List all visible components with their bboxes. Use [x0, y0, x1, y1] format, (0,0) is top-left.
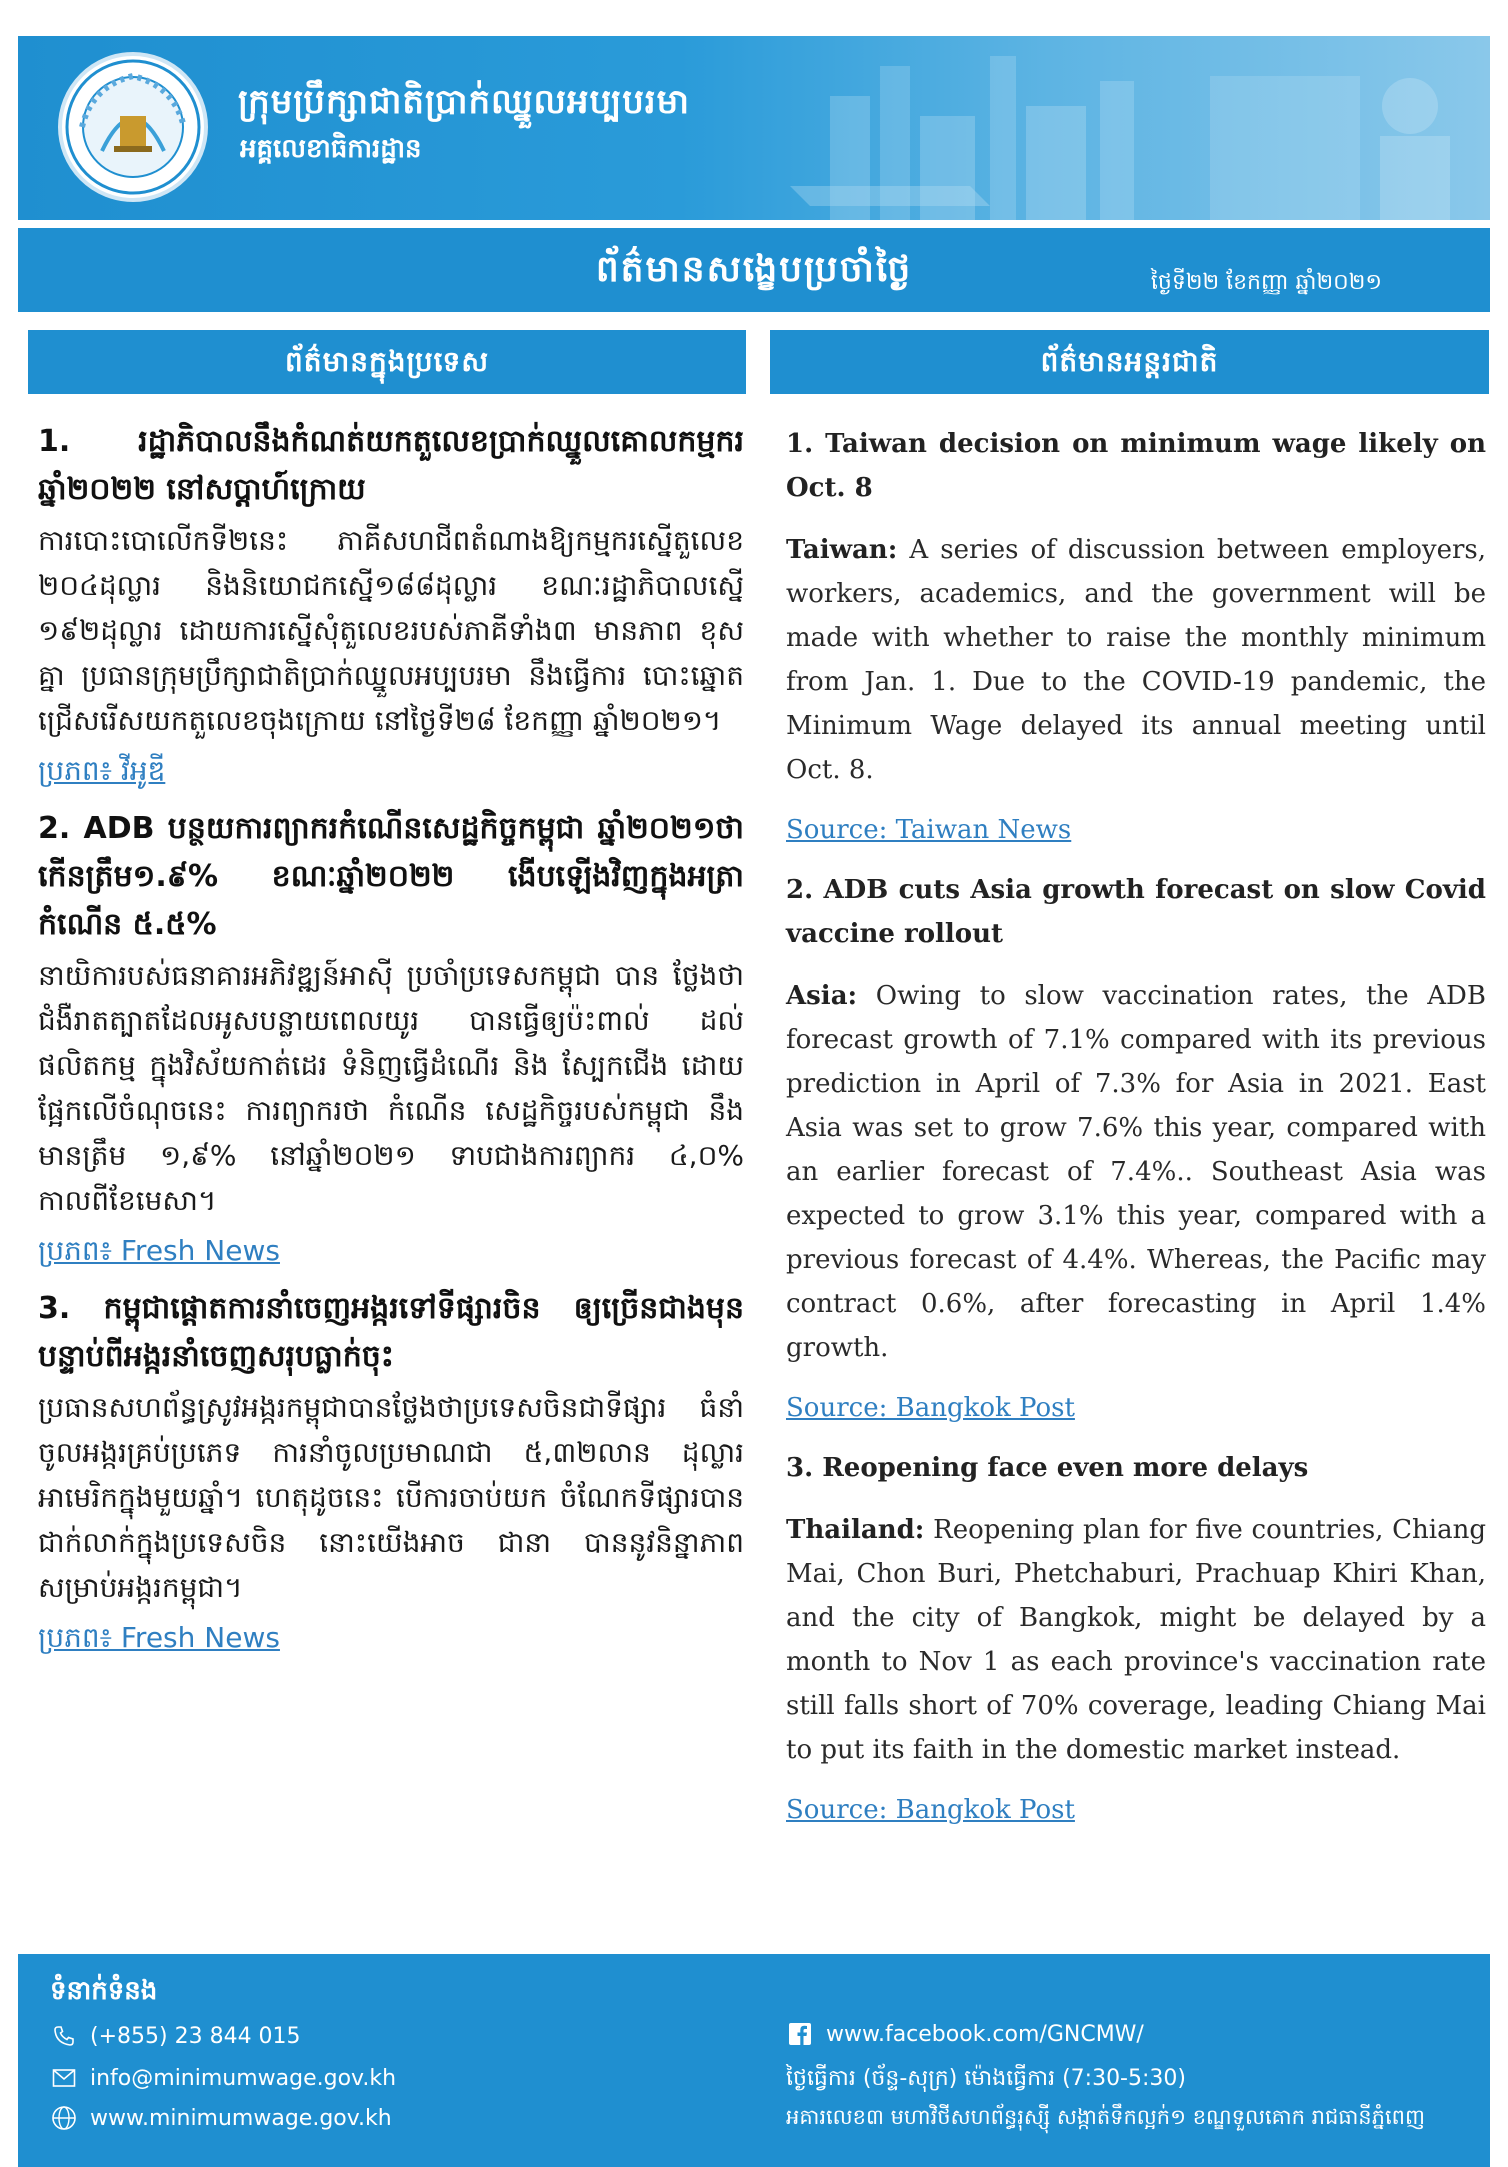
news-title: 1. រដ្ឋាភិបាលនឹងកំណត់យកតួលេខប្រាក់ឈ្នួលគោលកម្មករ ឆ្នាំ២០២២ នៅសប្តាហ៍ក្រោយ: [38, 424, 744, 507]
news-body: ប្រធានសហព័ន្ធស្រូវអង្ករកម្ពុជាបានថ្លែងថាប្រទេសចិនជាទីផ្សារ ធំនាំចូលអង្ករគ្រប់ប្រភេទ ការនាំចូលប្រមាណជា ៥,៣២លាន ដុល្លារអាមេរិកក្នុងមួយឆ្នាំ។ ហេតុដូចនេះ បើការចាប់យក ចំណែកទីផ្សារបានជាក់លាក់ក្នុងប្រទេសចិន នោះយើងអាច ជានា បាននូវនិន្នាភាពសម្រាប់អង្ករកម្ពុជា។: [38, 1391, 744, 1604]
news-title: 1. Taiwan decision on minimum wage likely on Oct. 8: [786, 429, 1486, 503]
phone-icon: [50, 2022, 78, 2050]
domestic-news-item: [38, 805, 744, 1277]
news-lead: Asia:: [786, 981, 858, 1011]
news-title: 3. កម្ពុជាផ្តោតការនាំចេញអង្ករទៅទីផ្សារចិន ឲ្យច្រើនជាងមុន បន្ទាប់ពីអង្ករនាំចេញសរុបធ្លាក់ចុះ: [38, 1291, 744, 1374]
facebook-contact[interactable]: [786, 2020, 1144, 2048]
footer: [18, 1954, 1490, 2167]
website-url: www.minimumwage.gov.kh: [90, 2105, 392, 2131]
news-text: Reopening plan for five countries, Chiang Mai, Chon Buri, Phetchaburi, Prachuap Khiri Khan, and the city of Bangkok, might be delayed by a month to Nov 1 as each province's vaccination rate still falls short of 70% coverage, leading Chiang Mai to put its faith in the domestic market instead.: [786, 1515, 1487, 1765]
news-title: 3. Reopening face even more delays: [786, 1453, 1309, 1483]
header-banner: [18, 36, 1490, 220]
phone-contact[interactable]: [50, 2022, 301, 2050]
international-news-column: [786, 422, 1486, 1848]
page-title: ព័ត៌មានសង្ខេបប្រចាំថ្ងៃ: [595, 248, 913, 290]
news-lead: Taiwan:: [786, 535, 898, 565]
news-body: ការបោះបោលើកទី២នេះ ភាគីសហជីពតំណាងឱ្យកម្មករស្នើតួលេខ ២០៤ដុល្លារ និងនិយោជកស្នើ១៨៨ដុល្លារ ខណៈរដ្ឋាភិបាលស្នើ ១៩២ដុល្លារ ដោយការស្នើសុំតួលេខរបស់ភាគីទាំង៣ មានភាព ខុសគ្នា ប្រធានក្រុមប្រឹក្សាជាតិប្រាក់ឈ្នួលអប្បបរមា នឹងធ្វើការ បោះឆ្នោតជ្រើសរើសយកតួលេខចុងក្រោយ នៅថ្ងៃទី២៨ ខែកញ្ញា ឆ្នាំ២០២១។: [38, 524, 744, 737]
facebook-icon: [786, 2020, 814, 2048]
news-lead: Thailand:: [786, 1515, 925, 1545]
globe-icon: [50, 2104, 78, 2132]
international-news-item: [786, 422, 1486, 868]
office-address: អគារលេខ៣ មហាវិថីសហព័ន្ធរុស្ស៊ី សង្កាត់ទឹកល្អក់១ ខណ្ឌទួលគោក រាជធានីភ្នំពេញ: [786, 2105, 1425, 2129]
domestic-news-header: ព័ត៌មានក្នុងប្រទេស: [28, 330, 746, 394]
working-hours: ថ្ងៃធ្វើការ (ច័ន្ទ-សុក្រ) ម៉ោងធ្វើការ (7:30-5:30): [786, 2066, 1186, 2091]
news-body: [786, 974, 1486, 1370]
contact-title: ទំនាក់ទំនង: [50, 1976, 158, 2006]
phone-number: (+855) 23 844 015: [90, 2023, 301, 2049]
issue-date: ថ្ងៃទី២២ ខែកញ្ញា ឆ្នាំ២០២១: [1150, 270, 1382, 295]
organization-subtitle: អគ្គលេខាធិការដ្ឋាន: [240, 134, 422, 164]
council-emblem-icon: [58, 52, 208, 202]
news-body: [786, 528, 1486, 792]
news-source-link[interactable]: Source: Bangkok Post: [786, 1393, 1075, 1423]
news-source-link[interactable]: Source: Taiwan News: [786, 815, 1072, 845]
news-text: A series of discussion between employers, workers, academics, and the government will be made with whether to raise the monthly minimum from Jan. 1. Due to the COVID-19 pandemic, the Minimum Wage delayed its annual meeting until Oct. 8.: [786, 535, 1487, 785]
international-news-item: [786, 1446, 1486, 1848]
organization-name: ក្រុមប្រឹក្សាជាតិប្រាក់ឈ្នួលអប្បបរមា: [238, 82, 690, 122]
news-source-link[interactable]: Source: Bangkok Post: [786, 1795, 1075, 1825]
domestic-news-item: [38, 418, 744, 797]
news-source-link[interactable]: ប្រភព៖ Fresh News: [38, 1621, 280, 1654]
email-icon: [50, 2064, 78, 2092]
website-contact[interactable]: [50, 2104, 392, 2132]
title-bar: [18, 228, 1490, 312]
news-source-link[interactable]: ប្រភព៖ វីអូឌី: [38, 754, 166, 787]
news-body: នាយិការបស់ធនាគារអភិវឌ្ឍន៍អាស៊ី ប្រចាំប្រទេសកម្ពុជា បាន ថ្លែងថា ជំងឺរាតត្បាតដែលអូសបន្លាយពេលយូរ បានធ្វើឲ្យប៉ះពាល់ ដល់ផលិតកម្ម ក្នុងវិស័យកាត់ដេរ ទំនិញធ្វើដំណើរ និង ស្បែកជើង ដោយផ្អែកលើចំណុចនេះ ការព្យាករថា កំណើន សេដ្ឋកិច្ចរបស់កម្ពុជា នឹងមានត្រឹម ១,៩% នៅឆ្នាំ២០២១ ទាបជាងការព្យាករ ៤,០% កាលពីខែមេសា។: [38, 959, 744, 1217]
international-news-item: [786, 868, 1486, 1446]
international-news-header: ព័ត៌មានអន្តរជាតិ: [770, 330, 1489, 394]
email-contact[interactable]: [50, 2064, 396, 2092]
news-source-link[interactable]: ប្រភព៖ Fresh News: [38, 1234, 280, 1267]
news-text: Owing to slow vaccination rates, the ADB forecast growth of 7.1% compared with its previous prediction in April of 7.3% for Asia in 2021. East Asia was set to grow 7.6% this year, compared with an earlier forecast of 7.4%.. Southeast Asia was expected to grow 3.1% this year, compared with a previous forecast of 4.4%. Whereas, the Pacific may contract 0.6%, after forecasting in April 1.4% growth.: [786, 981, 1487, 1363]
domestic-news-column: [38, 418, 744, 1672]
news-title: 2. ADB cuts Asia growth forecast on slow Covid vaccine rollout: [786, 875, 1486, 949]
news-title: 2. ADB បន្ថយការព្យាករកំណើនសេដ្ឋកិច្ចកម្ពុជា ឆ្នាំ២០២១ថា កើនត្រឹម១.៩% ខណៈឆ្នាំ២០២២ ងើបឡើងវិញក្នុងអត្រា កំណើន ៥.៥%: [38, 811, 744, 942]
facebook-url: www.facebook.com/GNCMW/: [826, 2021, 1144, 2047]
news-body: [786, 1508, 1486, 1772]
domestic-news-item: [38, 1285, 744, 1664]
email-address: info@minimumwage.gov.kh: [90, 2065, 397, 2091]
city-port-illustration: [790, 36, 1490, 220]
